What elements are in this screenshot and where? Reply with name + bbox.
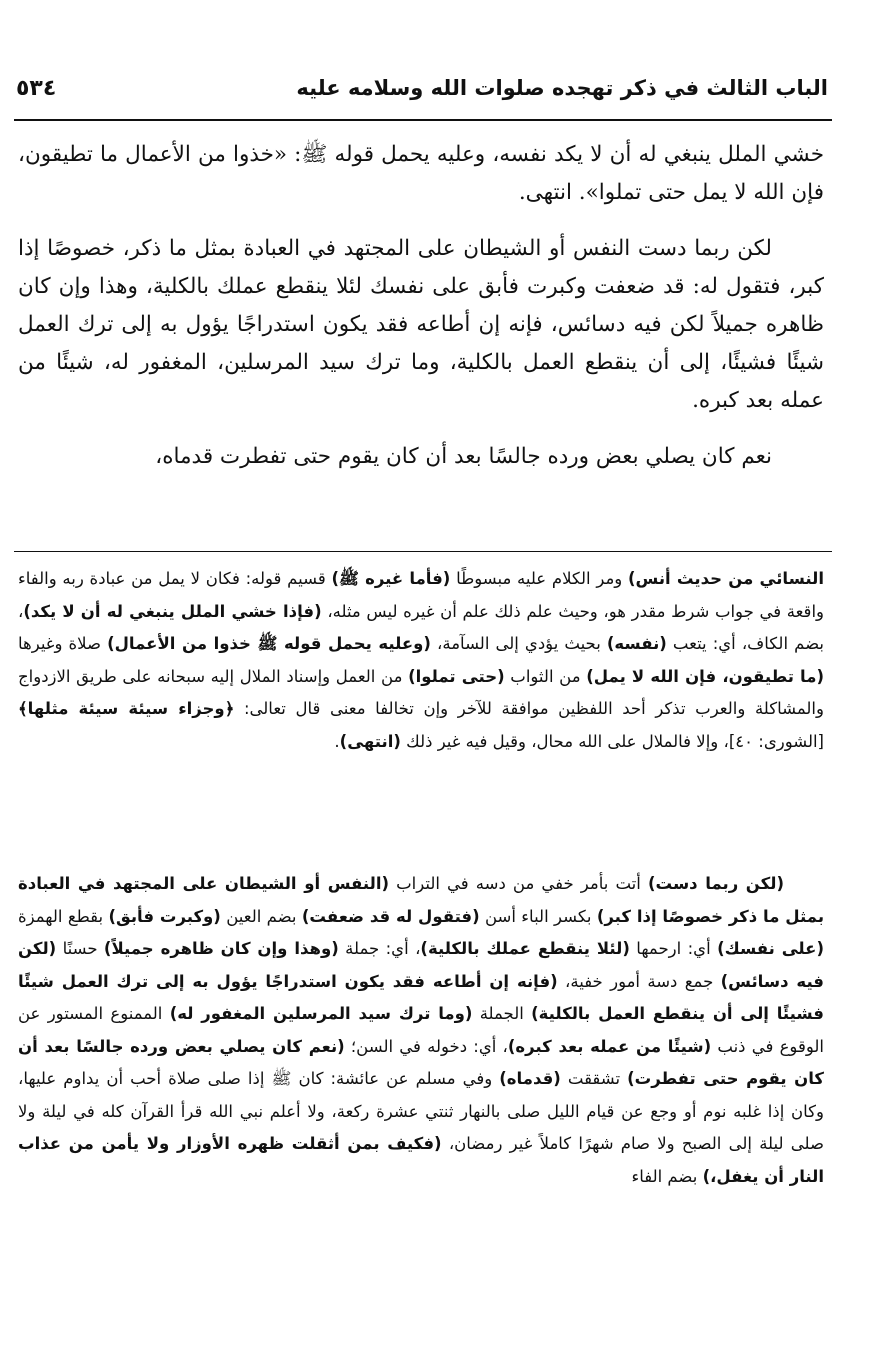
quoted-matn-text: (ما تطيقون، فإن الله لا يمل) (586, 666, 824, 686)
commentary-text: أي: ارحمها (629, 939, 718, 958)
commentary-text: ومر الكلام عليه مبسوطًا (450, 569, 628, 588)
quoted-matn-text: (وكبرت فأبق) (108, 906, 221, 926)
commentary-text: ، أي: دخوله في السن؛ (344, 1036, 508, 1056)
quoted-matn-text: (لئلا ينقطع عملك بالكلية) (420, 939, 630, 958)
page-number: ٥٣٤ (16, 76, 57, 101)
quoted-matn-text: (على نفسك) (717, 939, 824, 958)
commentary-text: الجملة (472, 1004, 532, 1023)
quoted-matn-text: (انتهى) (339, 731, 401, 751)
quoted-matn-text: النسائي من حديث أنس) (628, 569, 824, 588)
commentary-text: بضم الفاء (631, 1166, 703, 1186)
commentary-text: . (334, 731, 340, 751)
main-text (18, 136, 824, 494)
quoted-matn-text: (النفس أو الشيطان على المجتهد في العبادة بمثل ما ذكر خصوصًا إذا كبر) (18, 874, 825, 926)
quoted-matn-text: (حتى تملوا) (408, 666, 505, 686)
main-paragraph-1: خشي الملل ينبغي له أن لا يكد نفسه، وعليه يحمل قوله ﷺ: «خذوا من الأعمال ما تطيقون، فإن الله لا يمل حتى تملوا». انتهى. (18, 142, 824, 205)
commentary-paragraph-2 (18, 868, 824, 1193)
quoted-matn-text: (قدماه) (499, 1069, 561, 1088)
quoted-matn-text: (فأما غيره ﷺ) (331, 569, 451, 588)
quoted-matn-text: (فتقول له قد ضعفت) (301, 906, 480, 926)
main-paragraph-2: لكن ربما دست النفس أو الشيطان على المجتهد في العبادة بمثل ما ذكر، خصوصًا إذا كبر، فتقول له: قد ضعفت وكبرت فأبق على نفسك لئلا ينقطع عملك بالكلية، وهذا وإن كان ظاهره جميلاً لكن فيه دسائس، فإنه إن أطاعه فقد يكون استدراجًا يؤول به إلى ترك العمل شيئًا فشيئًا، إلى أن ينقطع العمل بالكلية، وما ترك سيد المرسلين، المغفور له، شيئًا من عمله بعد كبره. (18, 236, 824, 413)
commentary-text: من الثواب (504, 666, 587, 686)
quoted-matn-text: (لكن ربما دست) (647, 874, 784, 893)
running-title: الباب الثالث في ذكر تهجده صلوات الله وسلامه عليه (296, 76, 828, 100)
commentary-block-1 (18, 563, 824, 758)
quoted-matn-text: (فكيف بمن أثقلت ظهره الأوزار ولا يأمن من عذاب النار أن يغفل،) (18, 1134, 824, 1186)
quoted-matn-text: (وهذا وإن كان ظاهره جميلاً) (103, 939, 339, 958)
commentary-text: أتت بأمر خفي من دسه في التراب (389, 874, 648, 893)
commentary-text: بحيث يؤدي إلى السآمة، (430, 634, 607, 653)
footnote-separator (14, 551, 832, 552)
commentary-text: صلاة وغيرها (18, 634, 108, 653)
quoted-matn-text: (شيئًا من عمله بعد كبره) (507, 1036, 712, 1056)
quoted-matn-text: (نفسه) (606, 634, 667, 653)
commentary-text: بضم العين (220, 906, 302, 926)
main-paragraph-3: نعم كان يصلي بعض ورده جالسًا بعد أن كان يقوم حتى تفطرت قدماه، (155, 444, 772, 469)
commentary-text: ، أي: جملة (338, 939, 421, 958)
commentary-text: قسيم قوله: فكان لا يمل من عبادة ربه والفاء واقعة في جواب شرط مقدر هو، وحيث علم ذلك علم أن غيره ليس مثله، (18, 569, 824, 621)
commentary-text: [الشورى: ٤٠]، وإلا فالملال على الله محال، وقيل فيه غير ذلك (400, 731, 824, 751)
header-rule (14, 119, 832, 121)
commentary-text: تشققت (560, 1069, 628, 1088)
commentary-text: وفي مسلم عن عائشة: كان ﷺ إذا صلى صلاة أحب أن يداوم عليها، وكان إذا غلبه نوم أو وجع عن قيام الليل صلى بالنهار ثنتي عشرة ركعة، ولا أعلم نبي الله قرأ القرآن كله في ليلة ولا صلى ليلة إلى الصبح ولا صام شهرًا كاملاً غير رمضان، (18, 1069, 824, 1153)
quoted-matn-text: (فإذا خشي الملل ينبغي له أن لا يكد) (23, 601, 322, 621)
commentary-paragraph-1 (18, 563, 824, 758)
commentary-text: جمع دسة أمور خفية، (557, 971, 721, 991)
page-header (16, 76, 828, 114)
quoted-matn-text: ﴿وجزاء سيئة سيئة مثلها﴾ (18, 699, 235, 718)
commentary-text: من العمل وإسناد الملال إليه سبحانه على طريق الازدواج والمشاكلة والعرب تذكر أحد اللفظين موافقة للآخر وإن تخالفا معنى قال تعالى: (18, 666, 824, 718)
quoted-matn-text: (فإنه إن أطاعه فقد يكون استدراجًا يؤول به إلى ترك العمل شيئًا فشيئًا إلى أن ينقطع العمل بالكلية) (18, 971, 824, 1023)
quoted-matn-text: (وما ترك سيد المرسلين المغفور له) (169, 1004, 473, 1023)
commentary-block-2 (18, 868, 824, 1193)
commentary-text: بكسر الباء أسن (479, 906, 597, 926)
quoted-matn-text: (نعم كان يصلي بعض ورده جالسًا بعد أن كان يقوم حتى تفطرت) (18, 1036, 824, 1088)
commentary-text: بقطع الهمزة (18, 906, 109, 926)
commentary-text: ، بضم الكاف، أي: يتعب (18, 601, 824, 653)
quoted-matn-text: (وعليه يحمل قوله ﷺ خذوا من الأعمال) (107, 634, 431, 653)
quoted-matn-text: (لكن فيه دسائس) (18, 939, 824, 991)
commentary-text: حسنًا (56, 939, 104, 958)
commentary-text: الممنوع المستور عن الوقوع في ذنب (18, 1004, 824, 1056)
